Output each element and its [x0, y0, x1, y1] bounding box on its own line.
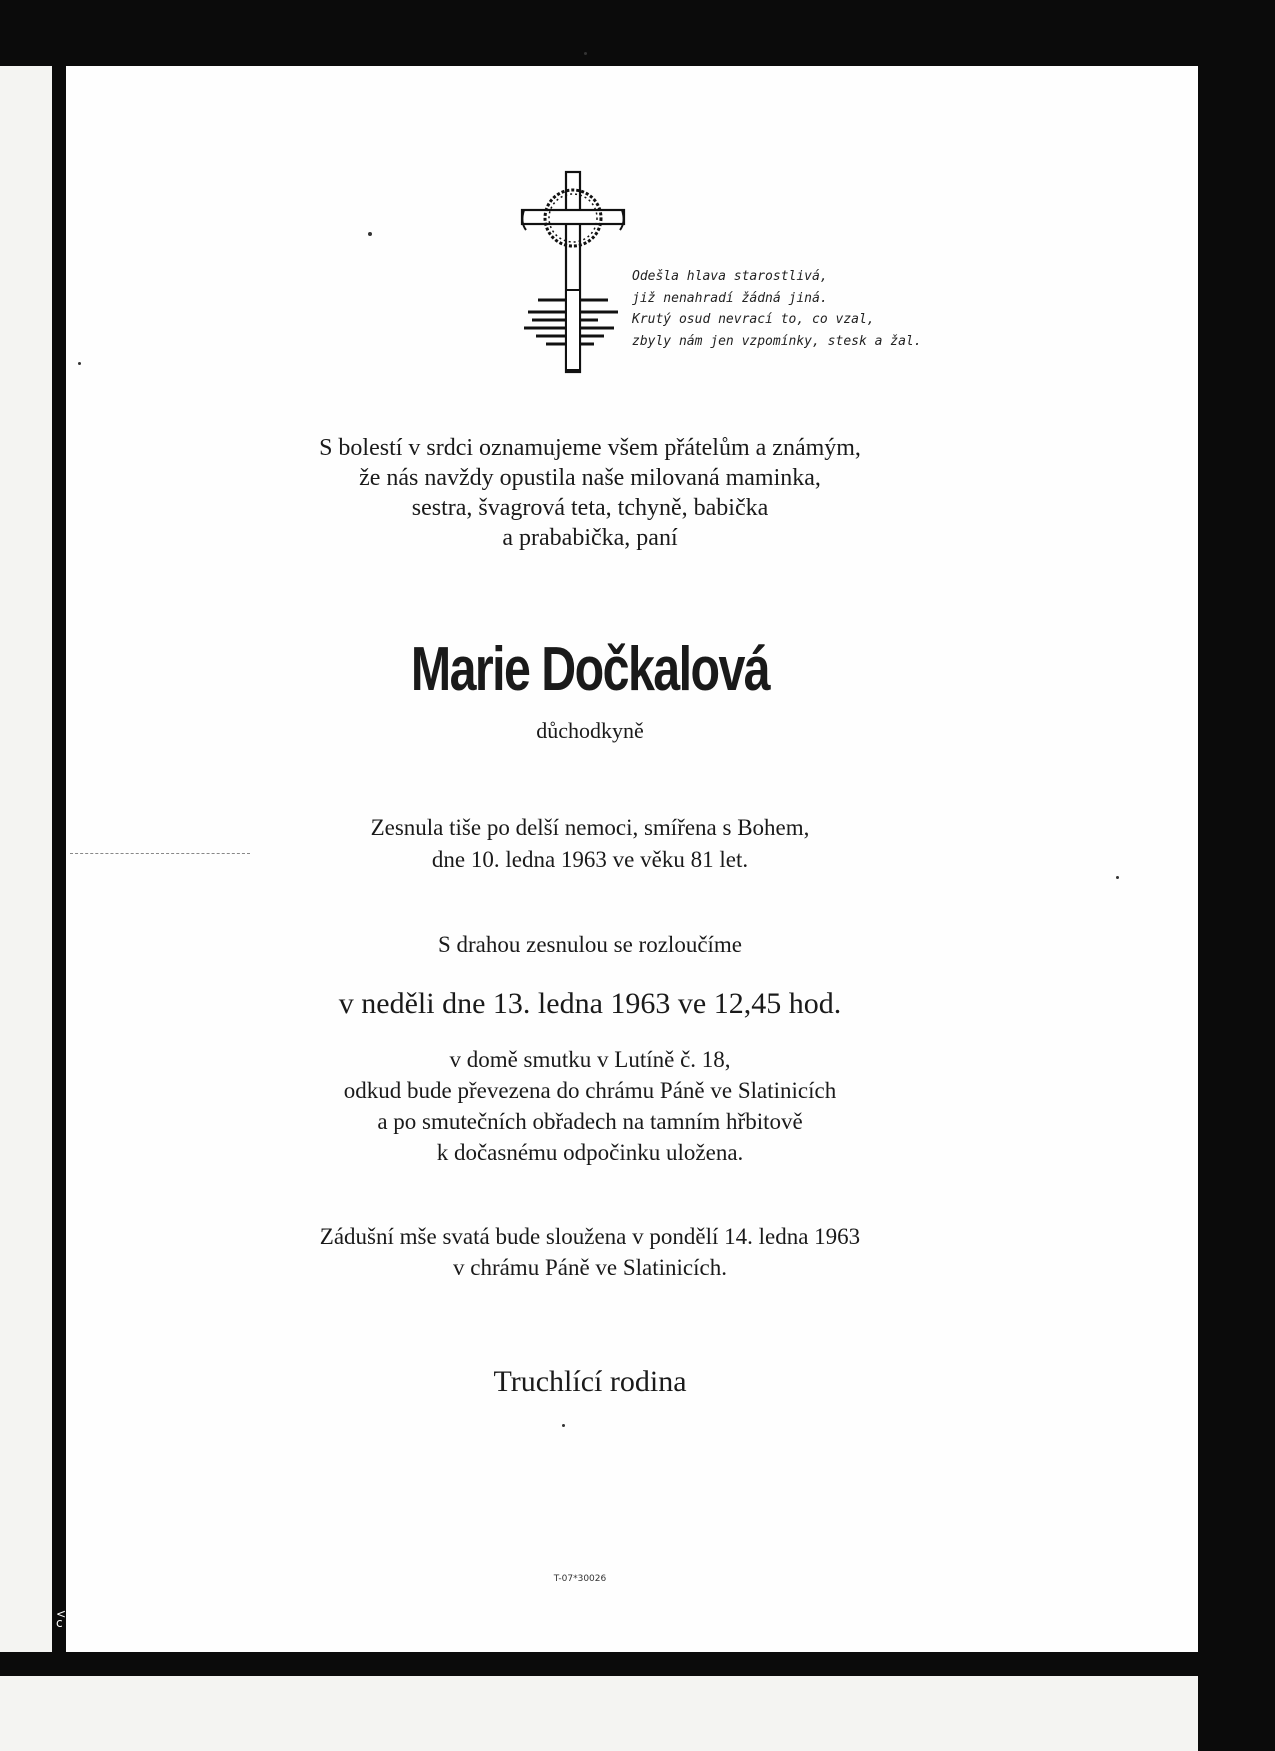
death-line: Zesnula tiše po delší nemoci, smířena s Bohem, — [370, 815, 810, 840]
mass-line: Zádušní mše svatá bude sloužena v pondělí 14. ledna 1963 — [319, 1224, 861, 1249]
mass-line: v chrámu Páně ve Slatinicích. — [452, 1255, 727, 1280]
death-notice — [180, 812, 1000, 876]
scan-artifact-line — [70, 853, 250, 854]
farewell-line: a po smutečních obřadech na tamním hřbitově — [377, 1109, 803, 1134]
deceased-occupation: důchodkyně — [536, 718, 644, 743]
poem-line: již nenahradí žádná jiná. — [632, 290, 828, 306]
scan-speck — [368, 232, 372, 236]
scan-speck — [562, 1424, 565, 1427]
scan-border-right — [1198, 0, 1275, 1751]
announcement-text — [180, 433, 1000, 553]
scan-border-bottom — [0, 1652, 1275, 1676]
cross-wreath-icon — [518, 170, 628, 380]
poem-line: zbyly nám jen vzpomínky, stesk a žal. — [632, 333, 922, 349]
death-line: dne 10. ledna 1963 ve věku 81 let. — [431, 847, 749, 872]
announcement-line: a prababička, paní — [502, 525, 678, 551]
side-mark: < c — [56, 1607, 67, 1630]
farewell-line: k dočasnému odpočinku uložena. — [436, 1140, 744, 1165]
poem-line: Krutý osud nevrací to, co vzal, — [632, 312, 875, 327]
announcement-line: sestra, švagrová teta, tchyně, babička — [411, 495, 769, 521]
farewell-details — [180, 1044, 1000, 1168]
mass-notice — [180, 1221, 1000, 1283]
memorial-poem — [632, 266, 972, 352]
farewell-intro: S drahou zesnulou se rozloučíme — [437, 932, 743, 957]
farewell-line: v domě smutku v Lutíně č. 18, — [449, 1047, 731, 1072]
announcement-line: S bolestí v srdci oznamujeme všem přátelům a známým, — [319, 435, 861, 461]
deceased-name: Marie Dočkalová — [410, 635, 770, 704]
scan-speck — [78, 362, 81, 365]
poem-line: Odešla hlava starostlivá, — [632, 269, 828, 284]
farewell-line: odkud bude převezena do chrámu Páně ve Slatinicích — [343, 1078, 837, 1103]
scan-border-left — [52, 60, 66, 1665]
signature: Truchlící rodina — [493, 1365, 687, 1398]
scan-border-top — [0, 0, 1275, 66]
farewell-date: v neděli dne 13. ledna 1963 ve 12,45 hod. — [338, 987, 842, 1020]
scan-speck — [584, 52, 587, 55]
announcement-line: že nás navždy opustila naše milovaná maminka, — [359, 465, 821, 491]
print-code: T-07*30026 — [553, 1574, 607, 1584]
scan-speck — [1116, 876, 1119, 879]
